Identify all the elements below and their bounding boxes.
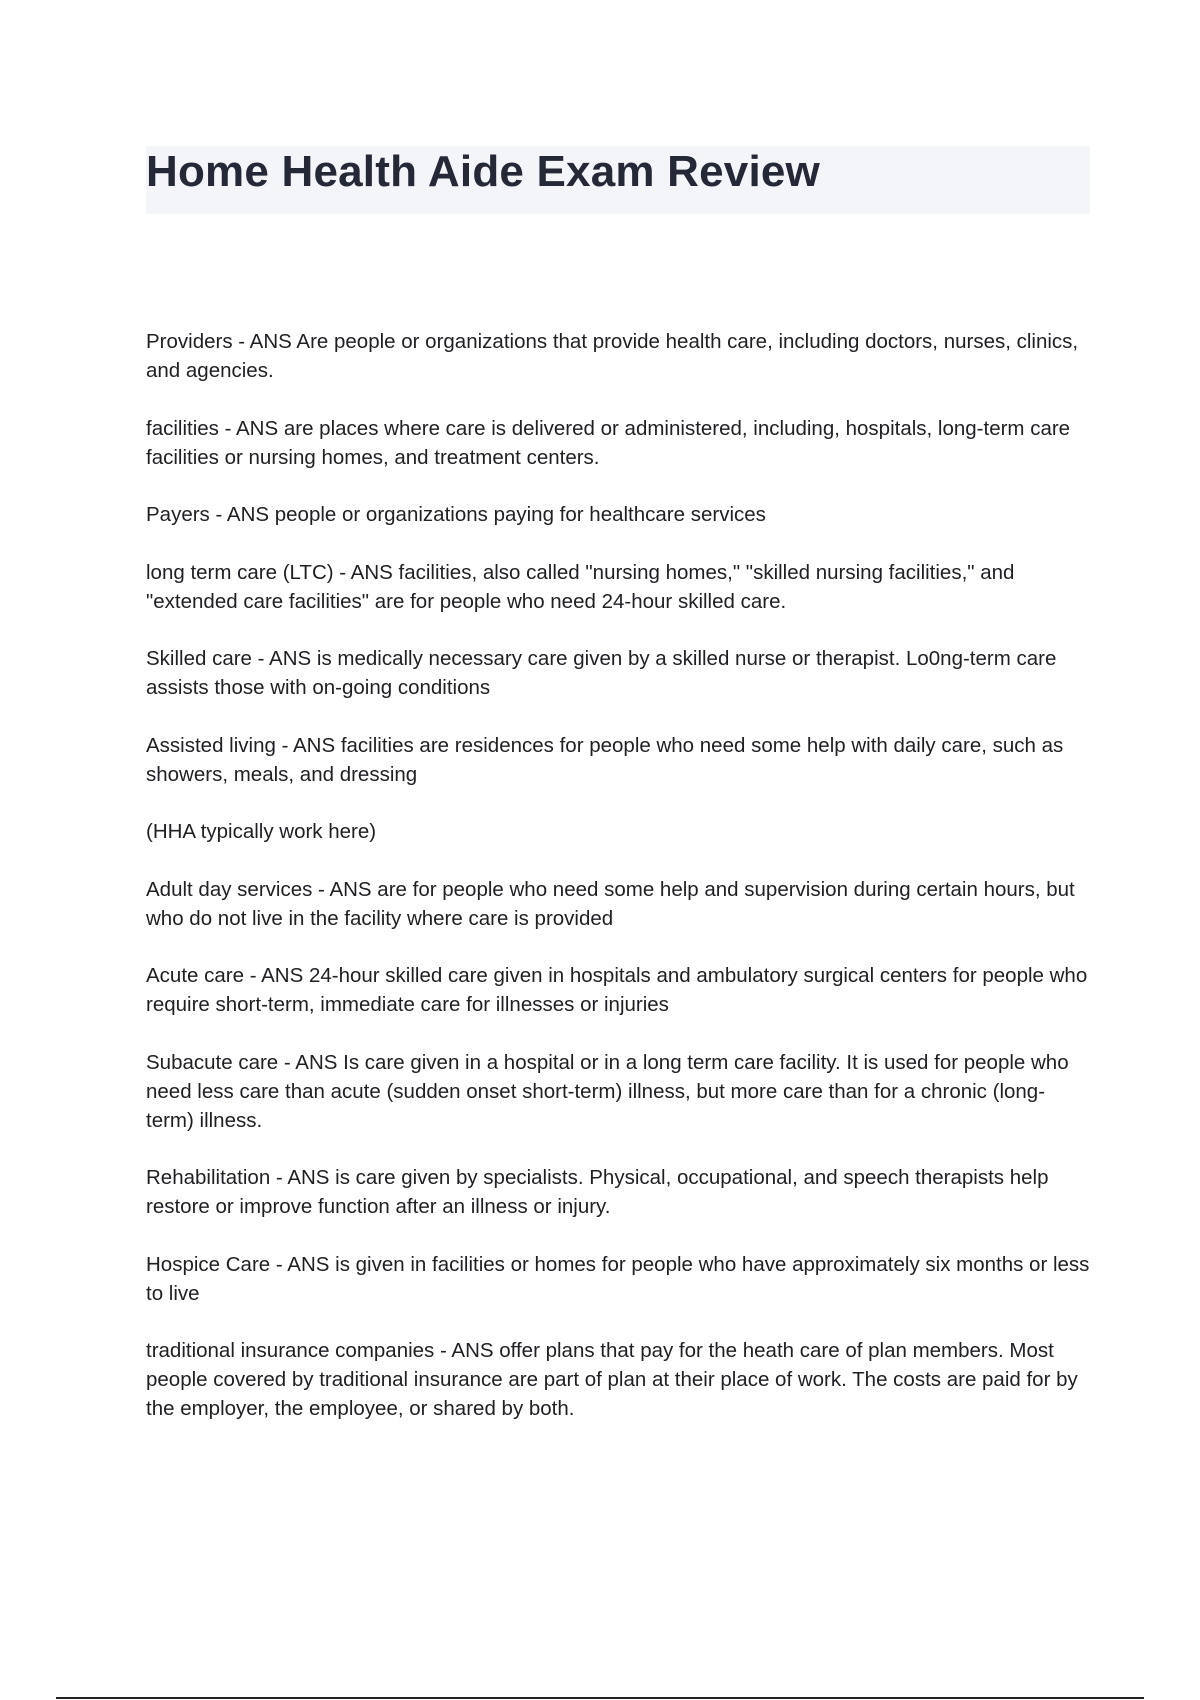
qa-term: Payers [146,503,210,526]
qa-separator: - ANS [251,647,317,670]
qa-separator: - ANS [312,877,378,901]
qa-item [146,644,1090,702]
qa-term: long term care (LTC) [146,560,334,584]
qa-item [146,558,1090,616]
qa-term: Skilled care [146,647,252,670]
qa-separator: - ANS [434,1339,500,1362]
qa-term: Hospice Care [146,1252,271,1276]
qa-answer: are for people who need some help and supervision during certain hours, but who do not live in the facility where care is provided [146,877,1075,930]
qa-item [146,1250,1090,1308]
qa-answer: 24-hour skilled care given in hospitals and ambulatory surgical centers for people who require short-term, immediate care for illnesses or injuries [146,964,1088,1016]
qa-item [146,1336,1090,1423]
qa-item [146,961,1090,1019]
qa-answer: people or organizations paying for healthcare services [274,503,766,526]
qa-item [146,731,1090,789]
qa-separator: - ANS [209,503,275,526]
qa-answer: is given in facilities or homes for people who have approximately six months or less to live [146,1252,1090,1305]
qa-answer: Is care given in a hospital or in a long term care facility. It is used for people who need less care than acute (sudden onset short-term) illness, but more care than for a chronic (long-term) illness. [146,1050,1069,1132]
qa-answer: are places where care is delivered or administered, including, hospitals, long-term care facilities or nursing homes, and treatment centers. [146,416,1071,469]
qa-separator: - ANS [270,1166,336,1189]
qa-answer: Are people or organizations that provide health care, including doctors, nurses, clinics, and agencies. [146,330,1079,382]
qa-separator: - ANS [278,1050,344,1074]
qa-separator: - ANS [232,330,297,353]
qa-note: (HHA typically work here) [146,820,377,843]
qa-term: Rehabilitation [146,1166,271,1189]
qa-term: Acute care [146,964,244,987]
qa-item [146,875,1090,933]
qa-separator: - ANS [218,416,284,440]
qa-item [146,327,1090,385]
qa-separator: - ANS [244,964,309,987]
qa-separator: - ANS [275,733,341,757]
qa-answer: offer plans that pay for the heath care of plan members. Most people covered by traditional insurance are part of plan at their place of work. The costs are paid for by the employer, the employee, or shared by both. [146,1339,1078,1420]
qa-answer: is care given by specialists. Physical, occupational, and speech therapists help restore or improve function after an illness or injury. [146,1166,1049,1218]
qa-term: Assisted living [146,733,276,757]
qa-term: Providers [146,330,233,353]
qa-answer: facilities, also called "nursing homes," "skilled nursing facilities," and "extended care facilities" are for people who need 24-hour skilled care. [146,560,1015,613]
qa-list [146,327,1090,1452]
qa-item [146,1163,1090,1221]
qa-term: facilities [146,416,219,440]
footer-rule [56,1697,1144,1699]
qa-item [146,500,1090,529]
page-title: Home Health Aide Exam Review [146,147,820,196]
qa-term: Adult day services [146,877,313,901]
qa-separator: - ANS [333,560,399,584]
qa-term: Subacute care [146,1050,279,1074]
qa-separator: - ANS [270,1252,336,1276]
qa-item [146,1048,1090,1135]
qa-answer: facilities are residences for people who need some help with daily care, such as showers, meals, and dressing [146,733,1064,786]
qa-answer: is medically necessary care given by a skilled nurse or therapist. Lo0ng-term care assists those with on-going conditions [146,647,1057,699]
qa-item [146,414,1090,472]
qa-term: traditional insurance companies [146,1339,435,1362]
